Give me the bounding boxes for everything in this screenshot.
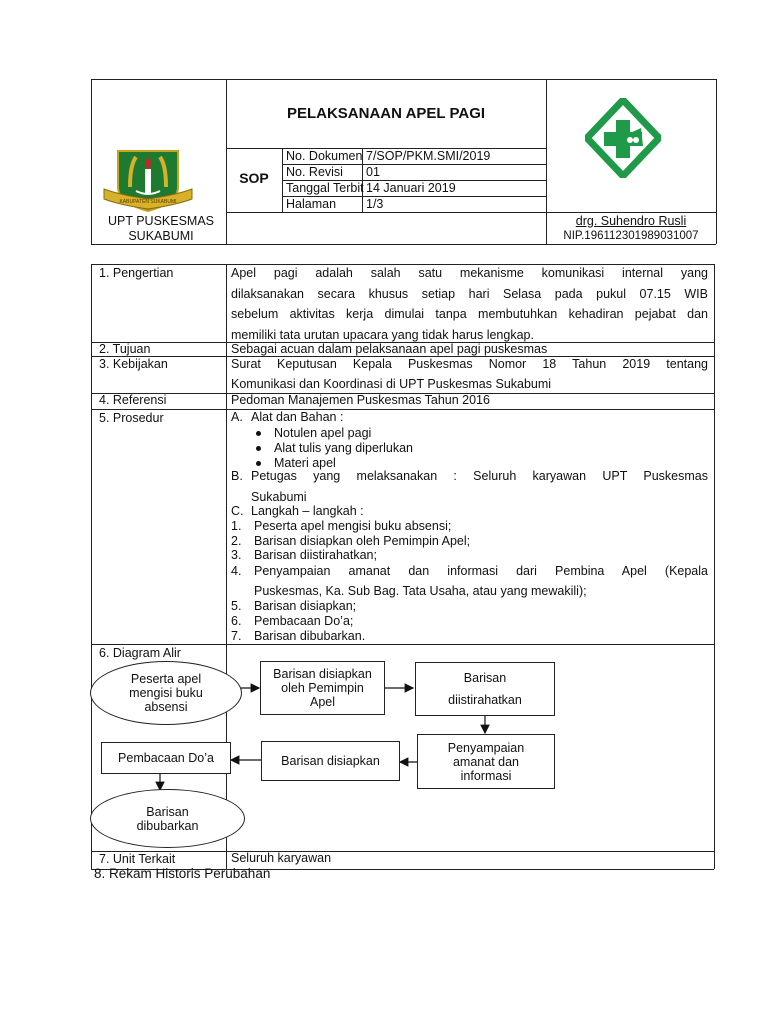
kebijakan-line: Surat Keputusan Kepala Puskesmas Nomor 18 Tahun 2019 tentang: [231, 357, 708, 371]
section-title: Langkah – langkah :: [251, 504, 364, 518]
step-number: 2.: [231, 534, 242, 548]
step-text: Pembacaan Do’a;: [254, 614, 354, 628]
pengertian-line: memiliki tata urutan upacara yang tidak harus lengkap.: [231, 328, 534, 342]
list-item: Alat tulis yang diperlukan: [274, 441, 413, 455]
pengertian-line: dilaksanakan secara khusus setiap hari Selasa pada pukul 07.15 WIB: [231, 287, 708, 301]
step-number: 3.: [231, 548, 242, 562]
sop-label: SOP: [239, 170, 269, 186]
step-number: 6.: [231, 614, 242, 628]
step-number: 7.: [231, 629, 242, 643]
section-text: Petugas yang melaksanakan : Seluruh karyawan UPT Puskesmas: [251, 469, 708, 483]
flow-node-disiapkan-pemimpin: Barisan disiapkan oleh Pemimpin Apel: [260, 661, 385, 715]
row-label-pengertian: 1. Pengertian: [99, 266, 174, 280]
pengertian-line: Apel pagi adalah salah satu mekanisme komunikasi internal yang: [231, 266, 708, 280]
list-item: Materi apel: [274, 456, 336, 470]
kebijakan-line: Komunikasi dan Koordinasi di UPT Puskesmas Sukabumi: [231, 377, 552, 391]
meta-value: 1/3: [366, 197, 384, 211]
section-marker: B.: [231, 469, 243, 483]
step-text: Penyampaian amanat dan informasi dari Pembina Apel (Kepala: [254, 564, 708, 578]
flow-node-start: Peserta apel mengisi buku absensi: [90, 661, 242, 725]
row-label-referensi: 4. Referensi: [99, 393, 167, 407]
step-text: Barisan disiapkan;: [254, 599, 357, 613]
list-item: Notulen apel pagi: [274, 426, 372, 440]
meta-label: No. Dokumen: [286, 149, 363, 163]
signer-nip: NIP.196112301989031007: [563, 230, 699, 242]
flow-node-disiapkan: Barisan disiapkan: [261, 741, 400, 781]
flow-node-penyampaian: Penyampaian amanat dan informasi: [417, 734, 555, 789]
section-text: Sukabumi: [251, 490, 307, 504]
pengertian-line: sebelum aktivitas kerja dimulai tanpa membutuhkan kehadiran pejabat dan: [231, 307, 708, 321]
tujuan-text: Sebagai acuan dalam pelaksanaan apel pagi puskesmas: [231, 342, 548, 356]
flow-node-end: Barisan dibubarkan: [90, 789, 245, 848]
flow-node-label: Barisan: [463, 671, 507, 685]
row-label-diagram: 6. Diagram Alir: [99, 646, 181, 660]
org-city: SUKABUMI: [128, 229, 194, 243]
meta-label: Halaman: [286, 197, 337, 211]
signer-name: drg. Suhendro Rusli: [575, 214, 687, 228]
document-title: PELAKSANAAN APEL PAGI: [286, 105, 486, 122]
referensi-text: Pedoman Manajemen Puskesmas Tahun 2016: [231, 393, 490, 407]
step-number: 4.: [231, 564, 242, 578]
row-label-unit: 7. Unit Terkait: [99, 852, 176, 866]
step-number: 1.: [231, 519, 242, 533]
step-text: Puskesmas, Ka. Sub Bag. Tata Usaha, atau yang mewakili);: [254, 584, 587, 598]
meta-value: 14 Januari 2019: [366, 181, 456, 195]
step-text: Barisan dibubarkan.: [254, 629, 366, 643]
flow-node-diistirahatkan: [415, 662, 555, 716]
step-number: 5.: [231, 599, 242, 613]
org-name: UPT PUSKESMAS: [107, 214, 215, 228]
meta-value: 01: [366, 165, 380, 179]
row-label-kebijakan: 3. Kebijakan: [99, 357, 168, 371]
meta-label: No. Revisi: [286, 165, 343, 179]
section-title: Alat dan Bahan :: [251, 410, 344, 424]
flow-node-label: diistirahatkan: [448, 693, 522, 707]
row-label-prosedur: 5. Prosedur: [99, 411, 164, 425]
section-marker: C.: [231, 504, 244, 518]
svg-text:KABUPATEN SUKABUMI: KABUPATEN SUKABUMI: [119, 199, 177, 205]
flow-node-pembacaan-doa: Pembacaan Do’a: [101, 742, 231, 774]
step-text: Peserta apel mengisi buku absensi;: [254, 519, 452, 533]
row-label-tujuan: 2. Tujuan: [99, 342, 151, 356]
step-text: Barisan diistirahatkan;: [254, 548, 377, 562]
meta-label: Tanggal Terbit: [286, 181, 364, 195]
step-text: Barisan disiapkan oleh Pemimpin Apel;: [254, 534, 471, 548]
rekam-historis-heading: 8. Rekam Historis Perubahan: [94, 866, 271, 881]
section-marker: A.: [231, 410, 243, 424]
meta-value: 7/SOP/PKM.SMI/2019: [366, 149, 491, 163]
unit-text: Seluruh karyawan: [231, 851, 332, 865]
